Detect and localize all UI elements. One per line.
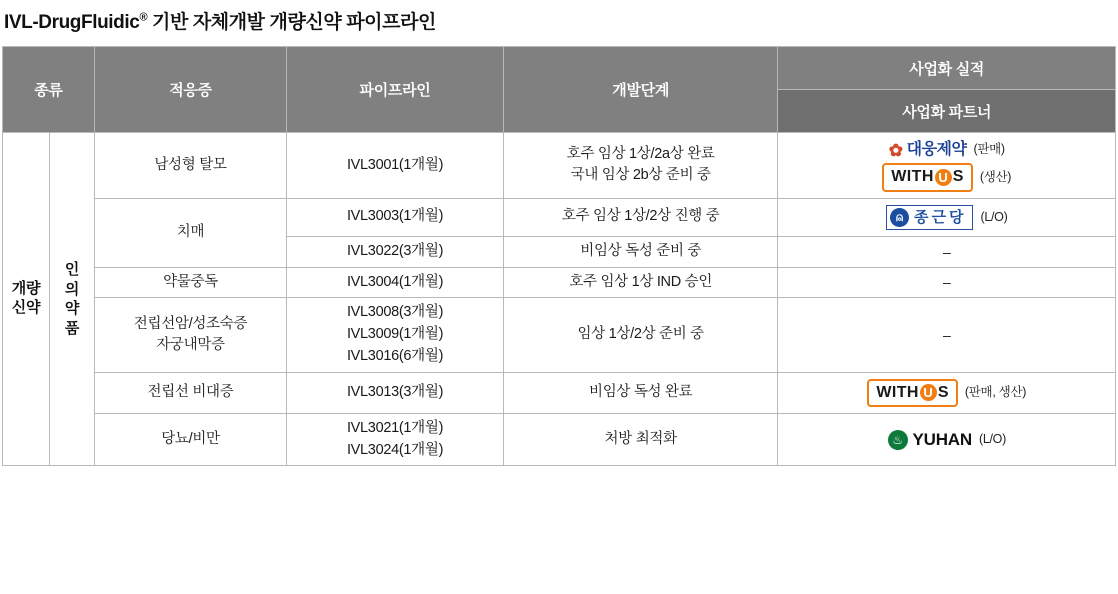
yuhan-logo-text: YUHAN (912, 429, 972, 449)
partner-note: (판매) (973, 142, 1005, 157)
page-title-suffix: 기반 자체개발 개량신약 파이프라인 (147, 12, 436, 33)
page-title-prefix: IVL-DrugFluidic (4, 12, 140, 33)
cell-indication: 당뇨/비만 (94, 413, 286, 466)
cell-indication: 약물중독 (94, 267, 286, 298)
cell-stage: 임상 1상/2상 준비 중 (503, 298, 778, 372)
cell-partner (778, 198, 1116, 236)
withus-u-icon: U (920, 384, 937, 401)
table-row (3, 413, 1116, 466)
cell-stage: 호주 임상 1상/2상 진행 중 (503, 198, 778, 236)
withus-u-icon: U (935, 169, 952, 186)
partner-note: (L/O) (980, 209, 1008, 224)
cell-stage (503, 133, 778, 199)
cell-indication: 전립선 비대증 (94, 372, 286, 413)
partner-entry (781, 139, 1112, 161)
cell-partner (778, 133, 1116, 199)
chongkundang-logo-text: 종근당 (913, 208, 967, 226)
cell-indication: 남성형 탈모 (94, 133, 286, 199)
table-body (3, 133, 1116, 466)
cell-stage: 비임상 독성 준비 중 (503, 236, 778, 267)
cell-stage: 비임상 독성 완료 (503, 372, 778, 413)
cell-partner: – (778, 236, 1116, 267)
chongkundang-mark-icon: ⍝ (890, 208, 909, 227)
stage-line: 호주 임상 1상/2a상 완료 (566, 145, 715, 162)
stage-line: 국내 임상 2b상 준비 중 (570, 167, 711, 184)
cell-pipeline: IVL3003(1개월) (287, 198, 504, 236)
cell-pipeline: IVL3001(1개월) (287, 133, 504, 199)
header-pipeline: 파이프라인 (287, 47, 504, 133)
withus-logo-text: WITH U S (891, 168, 964, 186)
header-commercialization: 사업화 실적 (778, 47, 1116, 90)
cell-indication: 치매 (94, 198, 286, 267)
header-type: 종류 (3, 47, 95, 133)
cell-partner: – (778, 267, 1116, 298)
cell-type: 개량 신약 (3, 133, 50, 466)
partner-entry (781, 379, 1112, 407)
partner-entry (781, 428, 1112, 452)
cell-partner: – (778, 298, 1116, 372)
cell-partner (778, 372, 1116, 413)
yuhan-mark-icon: ♨ (888, 430, 908, 450)
partner-entry (781, 163, 1112, 191)
withus-logo-icon (882, 163, 973, 191)
partner-entry (781, 205, 1112, 230)
partner-note: (L/O) (978, 431, 1006, 446)
table-header (3, 47, 1116, 133)
page-title (0, 0, 1118, 34)
table-row (3, 267, 1116, 298)
cell-stage: 처방 최적화 (503, 413, 778, 466)
cell-pipeline: IVL3013(3개월) (287, 372, 504, 413)
cell-subtype: 인 의 약 품 (49, 133, 94, 466)
cell-pipeline: IVL3004(1개월) (287, 267, 504, 298)
pipeline-table (2, 46, 1116, 466)
header-partner: 사업화 파트너 (778, 90, 1116, 133)
table-row (3, 298, 1116, 372)
withus-logo-text: WITH U S (876, 383, 949, 401)
table-row (3, 133, 1116, 199)
cell-stage: 호주 임상 1상 IND 승인 (503, 267, 778, 298)
cell-pipeline: IVL3021(1개월) IVL3024(1개월) (287, 413, 504, 466)
daewoong-mark-icon: ✿ (888, 140, 903, 160)
partner-note: (판매, 생산) (964, 384, 1027, 399)
cell-indication: 전립선암/성조숙증 자궁내막증 (94, 298, 286, 372)
table-row (3, 372, 1116, 413)
table-row (3, 198, 1116, 236)
daewoong-logo-icon (889, 139, 967, 161)
cell-partner (778, 413, 1116, 466)
cell-pipeline: IVL3008(3개월) IVL3009(1개월) IVL3016(6개월) (287, 298, 504, 372)
cell-pipeline: IVL3022(3개월) (287, 236, 504, 267)
header-indication: 적응증 (94, 47, 286, 133)
yuhan-logo-icon (888, 428, 972, 452)
chongkundang-logo-icon (886, 205, 973, 230)
withus-logo-icon (867, 379, 958, 407)
partner-note: (생산) (979, 169, 1012, 184)
daewoong-logo-text: 대웅제약 (906, 141, 967, 158)
header-stage: 개발단계 (503, 47, 778, 133)
registered-mark-icon: ® (139, 11, 148, 24)
